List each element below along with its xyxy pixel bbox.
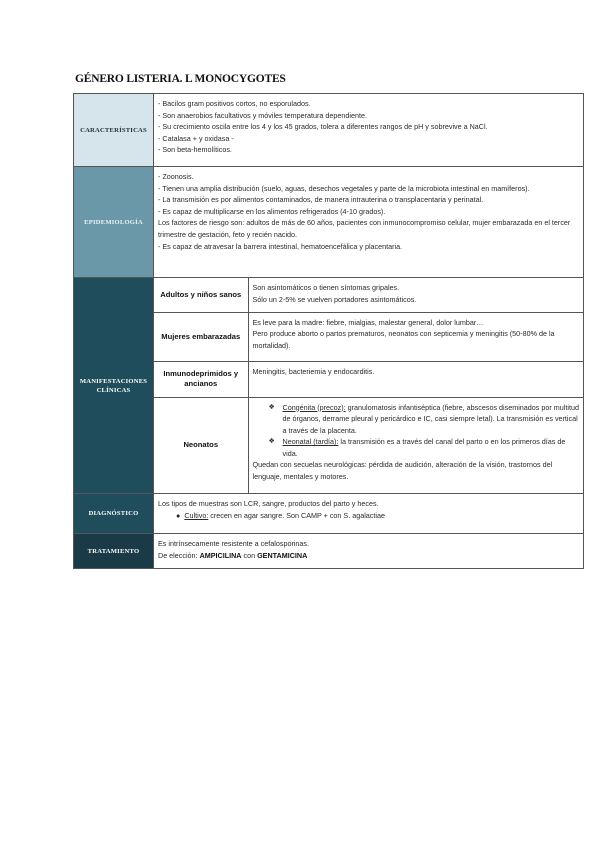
text-line: - Catalasa + y oxidasa -	[158, 133, 234, 143]
text-line: Sólo un 2-5% se vuelven portadores asintomáticos.	[252, 294, 417, 304]
label-caracteristicas: CARACTERÍSTICAS	[74, 94, 154, 167]
text-line: - Tienen una amplia distribución (suelo, aguas, desechos vegetales y parte de la microbiota intestinal en mamíferos).	[158, 183, 530, 193]
text-line: Pero produce aborto o partos prematuros, neonatos con septicemia y meningitis (50-80% de la mortalidad).	[252, 329, 555, 350]
subrow-adultos	[154, 278, 583, 312]
label-tratamiento: TRATAMIENTO	[74, 534, 154, 569]
bullet-cultivo	[158, 510, 579, 522]
bullet-congenita	[253, 402, 580, 437]
content-tratamiento	[154, 534, 584, 569]
sublabel-adultos: Adultos y niños sanos	[154, 278, 248, 312]
bullet-title: Cultivo:	[184, 510, 209, 520]
subrow-neonatos	[154, 397, 583, 493]
text-line: - Zoonosis.	[158, 172, 194, 181]
text-line: - Su crecimiento oscila entre los 4 y los 45 grados, tolera a diferentes rangos de pH y sobrevive a NaCl.	[158, 122, 488, 132]
label-diagnostico: DIAGNÓSTICO	[74, 494, 154, 534]
row-tratamiento	[74, 534, 584, 569]
bullet-text	[283, 402, 580, 437]
summary-table	[73, 93, 584, 569]
label-line: MANIFESTACIONES	[79, 377, 148, 385]
subtext-neonatos	[248, 397, 583, 493]
bullet-body: la transmisión es a través del canal del parto o en los primeros días de vida.	[282, 437, 566, 458]
bullet-body: crecen en agar sangre. Son CAMP + con S. agalactiae	[208, 510, 385, 520]
subtext-inmuno	[248, 361, 583, 397]
label-epidemiologia: EPIDEMIOLOGÍA	[74, 167, 154, 278]
text-line: - Es capaz de multiplicarse en los alimentos refrigerados (4-10 grados).	[158, 206, 386, 216]
bullet-title: Neonatal (tardía):	[282, 437, 339, 447]
row-epidemiologia	[74, 167, 584, 278]
label-manifestaciones	[74, 278, 154, 494]
content-caracteristicas	[154, 94, 584, 167]
text-line: Es intrínsecamente resistente a cefalosporinas.	[158, 539, 310, 548]
content-diagnostico	[154, 494, 584, 534]
text-line: Los tipos de muestras son LCR, sangre, productos del parto y heces.	[158, 499, 379, 508]
text-line-eleccion	[158, 550, 579, 562]
subtext-adultos	[248, 278, 583, 312]
text-line: Los factores de riesgo son: adultos de más de 60 años, pacientes con inmunocompromiso celular, mujer embarazada en el tercer trimestre de gestación, feto y recién nacido.	[158, 218, 571, 239]
page-title: GÉNERO LISTERIA. L MONOCYGOTES	[75, 73, 286, 85]
text-line: - Es capaz de atravesar la barrera intestinal, hematoencefálica y placentaria.	[158, 241, 403, 251]
sublabel-mujeres: Mujeres embarazadas	[154, 312, 248, 361]
row-manifestaciones	[74, 278, 584, 494]
row-diagnostico	[74, 494, 584, 534]
content-epidemiologia	[154, 167, 584, 278]
drug-gentamicina: GENTAMICINA	[257, 550, 308, 560]
text-line: Son asintomáticos o tienen síntomas gripales.	[252, 283, 400, 292]
label-line: CLÍNICAS	[96, 386, 131, 394]
row-caracteristicas	[74, 94, 584, 167]
text-line: Meningitis, bacteriemia y endocarditis.	[252, 366, 375, 376]
subrow-inmuno	[154, 361, 583, 397]
text-prefix: De elección:	[158, 550, 200, 560]
text-connector: con	[241, 550, 258, 560]
bullet-text	[283, 436, 580, 459]
text-line: Es leve para la madre: fiebre, mialgias, malestar general, dolor lumbar…	[252, 317, 484, 327]
sublabel-inmuno	[154, 361, 248, 397]
dot-bullet-icon: ●	[176, 510, 181, 520]
diamond-bullet-icon: ❖	[268, 438, 275, 446]
text-line: - Bacilos gram positivos cortos, no esporulados.	[158, 99, 311, 108]
subrow-mujeres	[154, 312, 583, 361]
sublabel-neonatos: Neonatos	[154, 397, 248, 493]
text-line: - La transmisión es por alimentos contaminados, de manera intrauterina o transplacentaria y perinatal.	[158, 195, 484, 205]
label-line: ancianos	[184, 379, 218, 388]
subtext-mujeres	[248, 312, 583, 361]
drug-ampicilina: AMPICILINA	[199, 550, 242, 560]
bullet-title: Congénita (precoz):	[282, 402, 346, 412]
content-manifestaciones	[154, 278, 584, 494]
bullet-neonatal	[253, 436, 580, 459]
text-line: - Son beta-hemolíticos.	[158, 145, 232, 155]
label-line: Inmunodeprimidos y	[163, 369, 239, 378]
text-line: - Son anaerobios facultativos y móviles temperatura dependiente.	[158, 110, 367, 120]
text-line: Quedan con secuelas neurológicas: pérdida de audición, alteración de la visión, trastornos del lenguaje, mentales y motores.	[252, 460, 553, 482]
diamond-bullet-icon: ❖	[268, 403, 275, 411]
manifestaciones-subtable	[154, 278, 583, 493]
bullet-body: granulomatosis infantiséptica (fiebre, abscesos diseminados por multitud de órganos, derrame pleural y pericárdico e IC, casi siempre letal). La transmisión es vertical a través de la placenta.	[282, 402, 579, 435]
